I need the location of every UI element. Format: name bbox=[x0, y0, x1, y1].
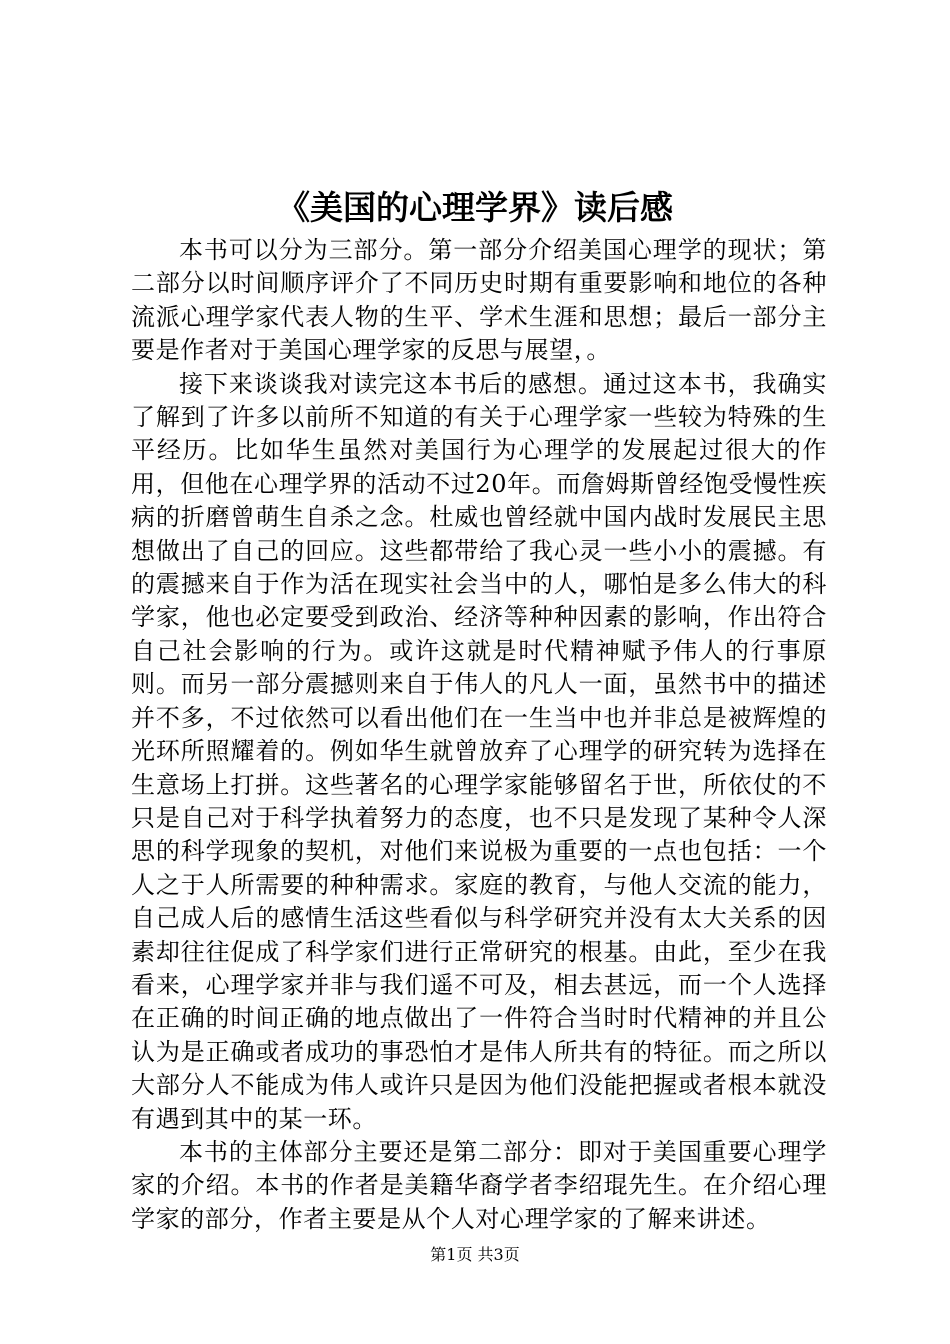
page-number-footer: 第1页 共3页 bbox=[430, 1245, 520, 1264]
paragraph-1: 本书可以分为三部分。第一部分介绍美国心理学的现状；第二部分以时间顺序评介了不同历史时期有重要影响和地位的各种流派心理学家代表人物的生平、学术生涯和思想；最后一部分主要是作者对于美国心理学家的反思与展望，。 bbox=[131, 236, 827, 365]
paragraph-2: 接下来谈谈我对读完这本书后的感想。通过这本书，我确实了解到了许多以前所不知道的有关于心理学家一些较为特殊的生平经历。比如华生虽然对美国行为心理学的发展起过很大的作用，但他在心理学界的活动不过20年。而詹姆斯曾经饱受慢性疾病的折磨曾萌生自杀之念。杜威也曾经就中国内战时发展民主思想做出了自己的回应。这些都带给了我心灵一些小小的震撼。有的震撼来自于作为活在现实社会当中的人，哪怕是多么伟大的科学家，他也必定要受到政治、经济等种种因素的影响，作出符合自己社会影响的行为。或许这就是时代精神赋予伟人的行事原则。而另一部分震撼则来自于伟人的凡人一面，虽然书中的描述并不多，不过依然可以看出他们在一生当中也并非总是被辉煌的光环所照耀着的。例如华生就曾放弃了心理学的研究转为选择在生意场上打拼。这些著名的心理学家能够留名于世，所依仗的不只是自己对于科学执着努力的态度，也不只是发现了某种令人深思的科学现象的契机，对他们来说极为重要的一点也包括：一个人之于人所需要的种种需求。家庭的教育，与他人交流的能力，自己成人后的感情生活这些看似与科学研究并没有太大关系的因素却往往促成了科学家们进行正常研究的根基。由此，至少在我看来，心理学家并非与我们遥不可及，相去甚远，而一个人选择在正确的时间正确的地点做出了一件符合当时时代精神的并且公认为是正确或者成功的事恐怕才是伟人所共有的特征。而之所以大部分人不能成为伟人或许只是因为他们没能把握或者根本就没有遇到其中的某一环。 bbox=[131, 369, 827, 1133]
paragraph-3: 本书的主体部分主要还是第二部分：即对于美国重要心理学家的介绍。本书的作者是美籍华裔学者李绍琨先生。在介绍心理学家的部分，作者主要是从个人对心理学家的了解来讲述。 bbox=[131, 1137, 827, 1233]
document-title: 《美国的心理学界》读后感 bbox=[277, 188, 673, 227]
document-body bbox=[131, 234, 827, 1236]
